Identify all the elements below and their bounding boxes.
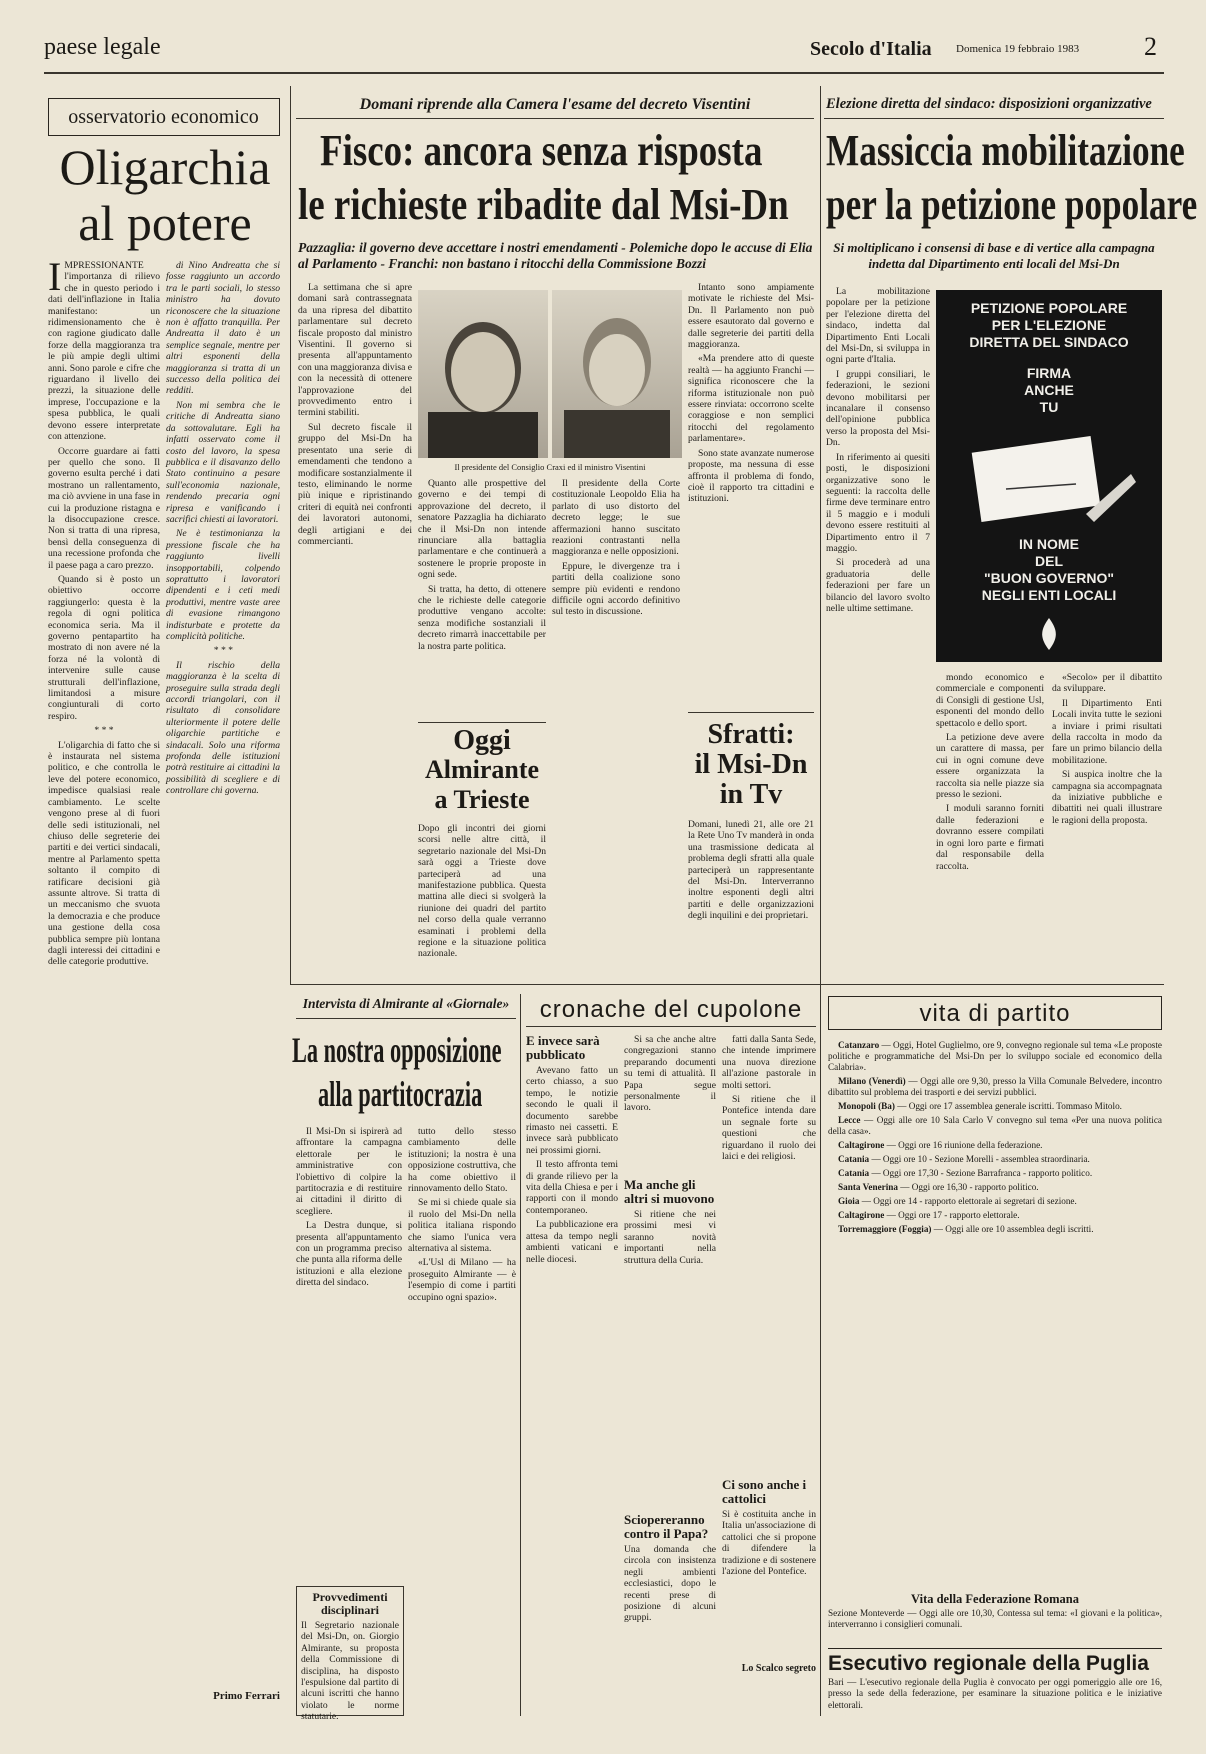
poster-line: DEL xyxy=(1035,553,1063,569)
opposizione-kicker: Intervista di Almirante al «Giornale» xyxy=(302,996,510,1011)
cupolone-col-b xyxy=(624,1034,716,1714)
subhead: Ma anche gli altri si muovono xyxy=(624,1177,715,1206)
sfratti-text: Domani, lunedì 21, alle ore 21 la Rete Uno Tv manderà in onda una trasmissione dedicata al problema degli sfratti alla quale parteciperà un rappresentante del Msi-Dn. Interverranno inoltre esponenti degli altri partiti e delle organizzazioni degli inquilini e dei proprietari. xyxy=(688,819,814,922)
item-city: Gioia xyxy=(838,1196,860,1206)
paragraph: Il testo affronta temi di grande rilievo per la vita della Chiesa e per i rapporti con il mondo contemporaneo. xyxy=(526,1159,618,1216)
item-city: Caltagirone xyxy=(838,1210,885,1220)
paragraph: «L'Usl di Milano — ha proseguito Almirante — è l'esempio di come i partiti occupino ogni spazio». xyxy=(408,1257,516,1303)
photo-caption: Il presidente del Consiglio Craxi ed il ministro Visentini xyxy=(454,462,646,472)
paragraph: Il rischio della maggioranza è la scelta di proseguire sulla strada degli accordi triangolari, con il risultato di consolidare ulteriormente il potere delle oligarchie partitiche e sindacali. Solo una riforma profonda delle istituzioni potrà restituire ai cittadini la possibilità di scegliere e di controllare chi governa. xyxy=(166,659,280,797)
vita-partito-list xyxy=(828,1040,1162,1588)
osservatorio-title-2: al potere xyxy=(78,195,252,251)
paragraph: di Nino Andreatta che si fosse raggiunto un accordo tra le parti sociali, lo stesso ministro ha dovuto riconoscere che la situazione non è affatto tranquilla. Per Andreatta il dato è un semplice segnale, mentre per altri esponenti della maggioranza si tratta di un successo della politica dei redditi. xyxy=(166,260,280,397)
paragraph: Non mi sembra che le critiche di Andreatta siano da sottovalutare. Egli ha infatti osservato come il costo del lavoro, la spesa pubblica e il disavanzo dello Stato continuino a pesare sull'economia nazionale, rendendo precaria ogni ripresa e vanificando i sacrifici chiesti ai lavoratori. xyxy=(166,399,280,525)
paragraph: La Destra dunque, si presenta all'appuntamento con un programma preciso che punta alla riforma delle istituzioni e alla elezione diretta del sindaco. xyxy=(296,1220,402,1289)
paragraph: L'oligarchia di fatto che si è instaurata nel sistema politico, e che controlla le leve del potere economico, impedisce qualsiasi reale cambiamento. Le scelte vengono prese al di fuori delle sedi istituzionali, nel chiuso delle segreterie dei partiti e dei vertici sindacali, mentre al Parlamento spetta soltanto il compito di ratificare decisioni già assunte altrove. Si tratta di un meccanismo che svuota la democrazia e che produce una gestione della cosa pubblica sempre più lontana dagli interessi dei cittadini e delle categorie produttive. xyxy=(48,739,160,968)
subhead: E invece sarà pubblicato xyxy=(526,1033,600,1062)
paragraph: Quanto alle prospettive del governo e dei tempi di approvazione del decreto, il senatore Pazzaglia ha dichiarato che il Msi-Dn non intende rinunciare alla battaglia parlamentare e che continuerà a sostenere le proprie proposte in ogni sede. xyxy=(418,478,546,581)
page-number: 2 xyxy=(1144,32,1157,61)
column-text: Si è costituita anche in Italia un'associazione di cattolici che si propone di difendere la tradizione e di sostenere l'azione del Pontefice. xyxy=(722,1509,816,1578)
paragraph: «Ma prendere atto di queste realtà — ha aggiunto Franchi — significa riconoscere che la riforma istituzionale non può essere rinviata: occorrono scelte coraggiose e non semplici ritocchi del regolamento parlamentare». xyxy=(688,353,814,445)
paragraph: Il presidente della Corte costituzionale Leopoldo Elia ha parlato di uso distorto del decreto legge; le sue affermazioni hanno suscitato reazioni contrastanti nella maggioranza e nelle opposizioni. xyxy=(552,478,680,558)
sfratti-headline-3: in Tv xyxy=(719,779,783,810)
osservatorio-label: osservatorio economico xyxy=(68,106,259,128)
divider xyxy=(290,984,1164,985)
fisco-kicker: Domani riprende alla Camera l'esame del decreto Visentini xyxy=(359,96,751,113)
federazione-romana-text: Sezione Monteverde — Oggi alle ore 10,30, Contessa sul tema: «I giovani e la politica», interverranno i consiglieri comunali. xyxy=(828,1608,1162,1630)
lead-paragraph: MPRESSIONANTE l'importanza di rilievo che in questo periodo i dati dell'inflazione in Italia manifestano: un ridimensionamento che è con ragione giudicato dalle forze della maggioranza tra le più ampie degli ultimi anni. Sono parole e cifre che riguardano il livello dei prezzi, la situazione delle imprese, l'occupazione e la spesa pubblica, le quali devono essere interpretate con attenzione. xyxy=(48,260,160,443)
paragraph: fatti dalla Santa Sede, che intende imprimere una nuova direzione all'azione pastorale in molti settori. xyxy=(722,1034,816,1091)
paragraph: Si auspica inoltre che la campagna sia accompagnata da iniziative pubbliche e dibattiti nei quali illustrare le ragioni della proposta. xyxy=(1052,769,1162,826)
photo-visentini xyxy=(552,290,682,458)
list-item: Catanzaro — Oggi, Hotel Guglielmo, ore 9, convegno regionale sul tema «Le proposte politiche e programmatiche del Msi-Dn per lo sviluppo sociale ed economico della Calabria». xyxy=(828,1040,1162,1072)
petizione-col-b xyxy=(936,672,1044,974)
osservatorio-col-a xyxy=(48,254,160,1680)
trieste-headline-1: Oggi xyxy=(453,725,511,756)
paragraph: Si ritiene che il Pontefice intenda dare un segnale forte su questioni che riguardano il ruolo dei laici e dei religiosi. xyxy=(722,1094,816,1163)
paragraph: Intanto sono ampiamente motivate le richieste del Msi-Dn. Il Parlamento non può essere esautorato dal governo e dalle segreterie dei partiti della maggioranza. xyxy=(688,282,814,351)
sfratti-headline-1: Sfratti: xyxy=(707,719,795,750)
section-label: paese legale xyxy=(44,34,161,60)
list-item: Gioia — Oggi ore 14 - rapporto elettorale ai segretari di sezione. xyxy=(838,1196,1077,1206)
paper-name: Secolo d'Italia xyxy=(810,38,932,60)
item-city: Monopoli (Ba) xyxy=(838,1101,895,1111)
poster-line: PETIZIONE POPOLARE xyxy=(970,300,1128,316)
item-city: Milano (Venerdì) xyxy=(838,1076,906,1086)
poster-line: "BUON GOVERNO" xyxy=(984,570,1114,586)
fisco-deck: Pazzaglia: il governo deve accettare i nostri emendamenti - Polemiche dopo le accuse di Elia al Parlamento - Franchi: non bastano i ritocchi della Commissione Bozzi xyxy=(298,240,813,271)
paragraph: Quando si è posto un obiettivo occorre raggiungerlo: questa è la regola di ogni politica economica seria. Ma il governo pentapartito ha mostrato di non avere né la forza né la volontà di intervenire sulle cause strutturali dell'inflazione, limitandosi a misure congiunturali di corto respiro. xyxy=(48,573,160,722)
opposizione-headline-1: La nostra opposizione xyxy=(292,1030,502,1070)
subhead: Ci sono anche i cattolici xyxy=(722,1477,807,1506)
item-text: Oggi ore 16,30 - rapporto politico. xyxy=(911,1182,1039,1192)
opposizione-headline-2: alla partitocrazia xyxy=(318,1074,483,1114)
vita-partito-title: vita di partito xyxy=(919,1000,1071,1027)
item-text: Oggi ore 17 assemblea generale iscritti. Tommaso Mitolo. xyxy=(908,1101,1122,1111)
list-item: Catania — Oggi ore 17,30 - Sezione Barrafranca - rapporto politico. xyxy=(838,1168,1093,1178)
kicker-rule xyxy=(824,118,1164,119)
petizione-col-c xyxy=(1052,672,1162,974)
sfratti-box xyxy=(688,712,814,974)
portrait-icon xyxy=(418,290,548,458)
list-item: Santa Venerina — Oggi ore 16,30 - rapporto politico. xyxy=(838,1182,1039,1192)
fisco-col-d xyxy=(688,282,814,702)
column-text xyxy=(624,1034,716,1174)
paragraph: tutto dello stesso cambiamento delle istituzioni; la nostra è una opposizione costruttiva, che ha come obiettivo il rinnovamento dello Stato. xyxy=(408,1126,516,1195)
poster-line: ANCHE xyxy=(1024,382,1074,398)
fisco-headline-1: Fisco: ancora senza risposta xyxy=(320,126,763,175)
dropcap: I xyxy=(48,254,62,299)
fisco-col-a xyxy=(298,282,412,972)
almirante-trieste-box xyxy=(418,722,546,974)
item-text: Oggi alle ore 9,30, presso la Villa Comunale Belvedere, incontro dibattito sul problema dei trasporti e dei servizi pubblici. xyxy=(828,1076,1163,1097)
paragraph: Il Dipartimento Enti Locali invita tutte le sezioni a inviare i primi risultati della raccolta in modo da fare un primo bilancio della mobilitazione. xyxy=(1052,697,1162,766)
item-city: Catanzaro xyxy=(838,1040,880,1050)
item-city: Lecce xyxy=(838,1115,861,1125)
item-city: Catania xyxy=(838,1154,870,1164)
paragraph: Avevano fatto un certo chiasso, a suo tempo, le notizie secondo le quali il documento sarebbe rimasto nei cassetti. E invece sarà pubblicato nei prossimi giorni. xyxy=(526,1065,618,1156)
puglia-title: Esecutivo regionale della Puglia xyxy=(828,1652,1149,1675)
list-item: Catania — Oggi ore 10 - Sezione Morelli - assemblea straordinaria. xyxy=(838,1154,1090,1164)
poster-line: FIRMA xyxy=(1026,365,1072,381)
photo-craxi xyxy=(418,290,548,458)
fisco-headline-2: le richieste ribadite dal Msi-Dn xyxy=(298,180,789,229)
trieste-headline-3: a Trieste xyxy=(434,785,530,814)
masthead xyxy=(44,30,1164,68)
paragraph: Il Msi-Dn si ispirerà ad affrontare la campagna elettorale per le amministrative con l'obiettivo di colpire la partitocrazia e di restituire ai cittadini il diritto di scegliere. xyxy=(296,1126,402,1217)
poster-line: PER L'ELEZIONE xyxy=(991,317,1107,333)
poster-line: IN NOME xyxy=(1019,536,1079,552)
paragraph: In riferimento ai quesiti posti, le disposizioni organizzative sono le seguenti: la raccolta delle firme deve terminare entro il 5 maggio e i moduli devono essere restituiti al Dipartimento entro il 7 maggio. xyxy=(826,451,930,554)
provvedimenti-box xyxy=(296,1586,404,1723)
sfratti-headline-2: il Msi-Dn xyxy=(694,749,808,780)
paragraph: Sul decreto fiscale il gruppo del Msi-Dn ha presentato una serie di emendamenti che tendono a modificare sostanzialmente il testo, eliminando le norme più inique e ripristinando criteri di equità nei confronti dei lavoratori autonomi, degli artigiani e dei commercianti. xyxy=(298,421,412,547)
poster-line: DIRETTA DEL SINDACO xyxy=(969,334,1129,350)
item-text: Oggi, Hotel Guglielmo, ore 9, convegno regionale sul tema «Le proposte politiche e programmatiche del Msi-Dn per lo sviluppo sociale ed economico della Calabria». xyxy=(828,1040,1162,1072)
paragraph: Si tratta, ha detto, di ottenere che le richieste delle categorie produttive vengano accolte: senza modifiche sostanziali il decreto rimarrà inaccettabile per la nostra parte politica. xyxy=(418,583,546,652)
osservatorio-title-1: Oligarchia xyxy=(59,139,271,195)
petizione-poster xyxy=(936,290,1162,662)
item-text: Oggi alle ore 10 Sala Carlo V convegno sul tema «Per una nuova politica della casa». xyxy=(828,1115,1163,1136)
hand-signing-icon xyxy=(966,434,1136,524)
federazione-romana-title: Vita della Federazione Romana xyxy=(911,1592,1079,1606)
paragraph: Si sa che anche altre congregazioni stanno preparando documenti su temi di attualità. Il Papa segue personalmente il lavoro. xyxy=(624,1034,716,1114)
osservatorio-col-b xyxy=(166,260,280,1680)
item-city: Caltagirone xyxy=(838,1140,885,1150)
subhead: Sciopereranno contro il Papa? xyxy=(624,1512,709,1541)
paragraph: Sono state avanzate numerose proposte, ma nessuna di esse affronta il problema di fondo, cioè il rapporto tra cittadini e istituzioni. xyxy=(688,447,814,505)
poster-line: NEGLI ENTI LOCALI xyxy=(981,587,1117,603)
paragraph: I gruppi consiliari, le federazioni, le sezioni devono mobilitarsi per incanalare il consenso dell'opinione pubblica verso la proposta del Msi-Dn. xyxy=(826,368,930,449)
poster-line: TU xyxy=(1039,399,1059,415)
provvedimenti-text: Il Segretario nazionale del Msi-Dn, on. Giorgio Almirante, su proposta della Commissione di disciplina, ha disposto l'espulsione dal partito di alcuni iscritti che hanno violato le norme statutarie. xyxy=(301,1620,399,1723)
paragraph: Se mi si chiede quale sia il ruolo del Msi-Dn nella politica italiana rispondo che siamo l'unica vera alternativa al sistema. xyxy=(408,1197,516,1255)
fisco-col-b xyxy=(418,478,546,728)
item-text: Oggi alle ore 10 assemblea degli iscritti. xyxy=(945,1224,1094,1234)
item-text: Oggi ore 10 - Sezione Morelli - assemblea straordinaria. xyxy=(882,1154,1090,1164)
trieste-headline-2: Almirante xyxy=(424,755,540,784)
list-item: Lecce — Oggi alle ore 10 Sala Carlo V convegno sul tema «Per una nuova politica della casa». xyxy=(828,1115,1163,1136)
column-text xyxy=(624,1209,716,1509)
list-item: Monopoli (Ba) — Oggi ore 17 assemblea generale iscritti. Tommaso Mitolo. xyxy=(838,1101,1122,1111)
item-city: Santa Venerina xyxy=(838,1182,898,1192)
item-text: Oggi ore 17,30 - Sezione Barrafranca - rapporto politico. xyxy=(882,1168,1093,1178)
provvedimenti-title: Provvedimenti disciplinari xyxy=(312,1590,388,1617)
osservatorio-signature: Primo Ferrari xyxy=(213,1690,280,1702)
cupolone-col-c xyxy=(722,1034,816,1714)
petizione-headline-1: Massiccia mobilitazione xyxy=(826,126,1185,175)
paragraph: La petizione deve avere un carattere di massa, per cui in ogni comune deve essere organizzata la raccolta sia nelle piazze sia presso le sezioni. xyxy=(936,732,1044,801)
paragraph: Si procederà ad una graduatoria delle federazioni per fare un bilancio del lavoro svolto nelle ultime settimane. xyxy=(826,557,930,614)
item-text: Oggi ore 14 - rapporto elettorale ai segretari di sezione. xyxy=(873,1196,1077,1206)
flame-logo-icon xyxy=(1034,616,1064,652)
divider xyxy=(290,86,291,984)
issue-date: Domenica 19 febbraio 1983 xyxy=(956,43,1080,55)
cupolone-col-a xyxy=(526,1034,618,1714)
kicker-rule xyxy=(296,1018,516,1019)
paragraph: Ne è testimonianza la pressione fiscale che ha raggiunto livelli insopportabili, colpendo soprattutto i lavoratori dipendenti e i ceti medi produttivi, mentre vaste aree di evasione rimangono indisturbate e protette da complicità politiche. xyxy=(166,528,280,642)
opposizione-col-b xyxy=(408,1126,516,1576)
section-rule xyxy=(526,1026,816,1027)
divider xyxy=(820,86,821,1716)
paragraph: «Secolo» per il dibattito da sviluppare. xyxy=(1052,672,1162,695)
petizione-headline-2: per la petizione popolare xyxy=(826,180,1198,229)
column-text xyxy=(526,1065,618,1705)
trieste-text: Dopo gli incontri dei giorni scorsi nelle altre città, il segretario nazionale del Msi-Dn sarà oggi a Trieste dove parteciperà ad una manifestazione pubblica. Questa mattina alle dieci si svolgerà la riunione dei quadri del partito nel corso della quale verranno esaminati i problemi della regione e la situazione politica nazionale. xyxy=(418,823,546,960)
petizione-kicker: Elezione diretta del sindaco: disposizioni organizzative xyxy=(826,96,1152,112)
paragraph: La settimana che si apre domani sarà contrassegnata da una ripresa del dibattito parlamentare sul decreto fiscale proposto dal ministro Visentini. Il governo si presenta all'appuntamento con una maggioranza divisa e con la necessità di ottenere l'approvazione del provvedimento entro i termini stabiliti. xyxy=(298,282,413,419)
paragraph: La mobilitazione popolare per la petizione per l'elezione diretta del sindaco, indetta dal Dipartimento Enti Locali del Msi-Dn, si sviluppa in ogni parte d'Italia. xyxy=(826,286,930,366)
separator: * * * xyxy=(94,725,114,737)
petizione-deck: Si moltiplicano i consensi di base e di vertice alla campagna indetta dal Dipartimento enti locali del Msi-Dn xyxy=(833,240,1155,271)
osservatorio-box xyxy=(48,98,280,136)
paragraph: I moduli saranno forniti dalle federazioni e dovranno essere compilati in ogni loro parte e firmati dal responsabile della raccolta. xyxy=(936,803,1044,872)
paragraph: Si ritiene che nei prossimi mesi vi saranno novità importanti nella struttura della Curia. xyxy=(624,1209,716,1266)
paragraph: mondo economico e commerciale e componenti di Consigli di gestione Usl, esponenti del mondo dello spettacolo e dello sport. xyxy=(936,672,1044,729)
list-item: Caltagirone — Oggi ore 17 - rapporto elettorale. xyxy=(838,1210,1020,1220)
puglia-box xyxy=(828,1648,1162,1718)
petizione-col-a xyxy=(826,286,930,974)
signature: Lo Scalco segreto xyxy=(741,1663,816,1674)
portrait-icon xyxy=(552,290,682,458)
divider xyxy=(520,994,521,1716)
item-city: Torremaggiore (Foggia) xyxy=(838,1224,932,1234)
vita-partito-header xyxy=(828,996,1162,1030)
fisco-col-c xyxy=(552,478,680,728)
column-text: Una domanda che circola con insistenza negli ambienti ecclesiastici, dopo le recenti prese di posizione di alcuni gruppi. xyxy=(624,1544,716,1624)
list-item: Caltagirone — Oggi ore 16 riunione della federazione. xyxy=(838,1140,1043,1150)
item-text: Oggi ore 16 riunione della federazione. xyxy=(898,1140,1043,1150)
masthead-rule xyxy=(44,72,1164,74)
list-item: Torremaggiore (Foggia) — Oggi alle ore 10 assemblea degli iscritti. xyxy=(838,1224,1094,1234)
column-text xyxy=(722,1034,816,1474)
paragraph: Eppure, le divergenze tra i partiti della coalizione sono sempre più evidenti e rendono difficile ogni accordo definitivo sul testo in discussione. xyxy=(552,560,680,618)
item-text: Oggi ore 17 - rapporto elettorale. xyxy=(898,1210,1020,1220)
kicker-rule xyxy=(296,118,814,119)
cupolone-section-title: cronache del cupolone xyxy=(539,996,803,1023)
paragraph: Occorre guardare ai fatti per quello che sono. Il governo esulta perché i dati mostrano un rallentamento, ma ciò avviene in una fase in cui la produzione ristagna e la disoccupazione cresce. Non si tratta di una ripresa, bensì della conseguenza di una recessione profonda che il paese paga a caro prezzo. xyxy=(48,445,160,571)
list-item: Milano (Venerdì) — Oggi alle ore 9,30, presso la Villa Comunale Belvedere, incontro dibattito sul problema dei trasporti e dei servizi pubblici. xyxy=(828,1076,1163,1097)
paragraph: La pubblicazione era attesa da tempo negli ambienti vaticani e nelle diocesi. xyxy=(526,1219,618,1265)
puglia-text: Bari — L'esecutivo regionale della Puglia è convocato per oggi pomeriggio alle ore 16, presso la sede della federazione, per esaminare la situazione politica e le iniziative elettorali. xyxy=(828,1677,1162,1710)
item-city: Catania xyxy=(838,1168,870,1178)
separator: * * * xyxy=(213,645,233,657)
